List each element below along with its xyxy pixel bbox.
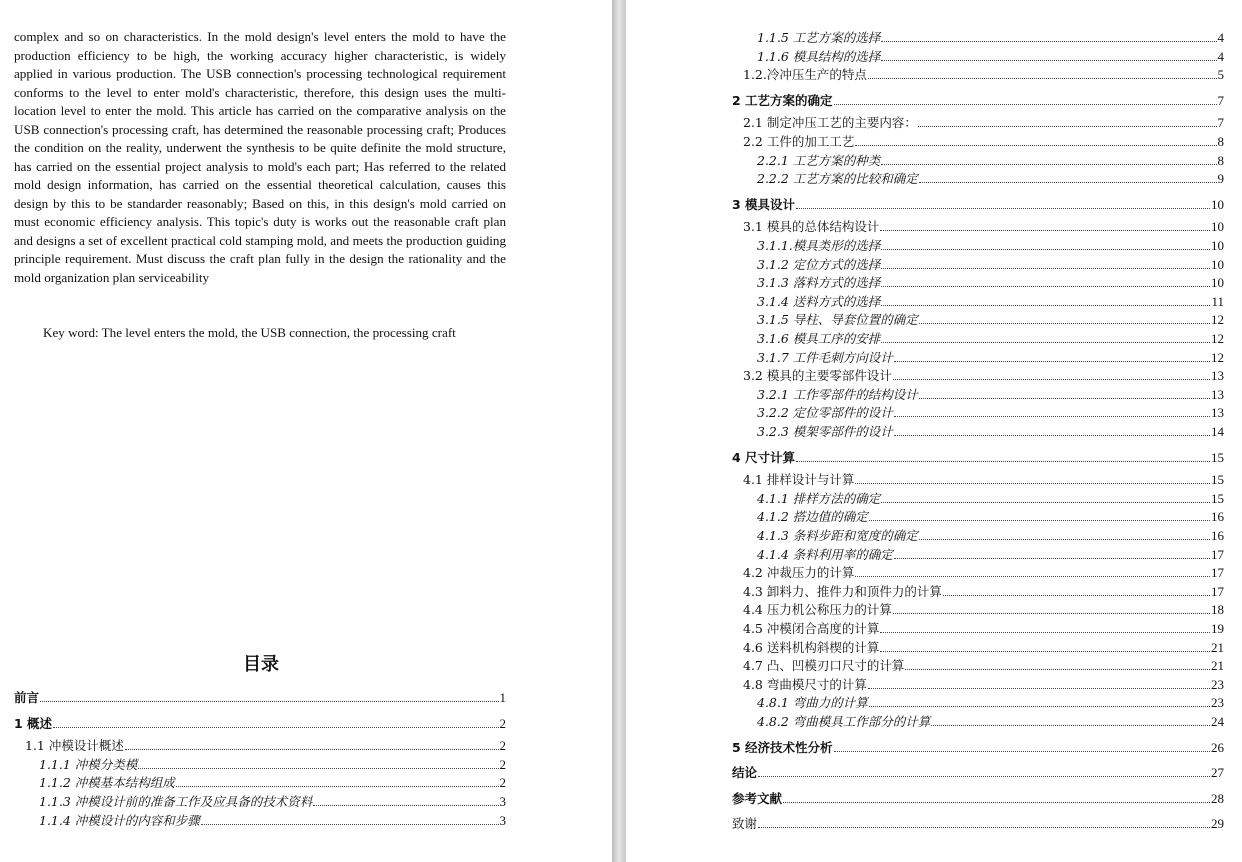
toc-entry-label: 3.1.6 模具工序的安排 (757, 331, 881, 346)
toc-entry-label: 3.1.3 落料方式的选择 (757, 275, 881, 291)
toc-leader-dots (894, 416, 1210, 417)
toc-leader-dots (880, 230, 1210, 231)
toc-leader-dots (919, 539, 1210, 540)
toc-entry[interactable] (732, 763, 1224, 781)
toc-entry[interactable] (14, 792, 506, 810)
toc-entry-page: 8 (1217, 152, 1224, 168)
toc-entry[interactable] (732, 151, 1224, 169)
toc-entry-label: 3.1.2 定位方式的选择 (757, 256, 881, 272)
toc-leader-dots (893, 613, 1210, 614)
toc-entry[interactable] (732, 329, 1224, 347)
toc-entry[interactable] (732, 545, 1224, 563)
toc-title: 目录 (243, 654, 279, 675)
toc-leader-dots (834, 751, 1210, 752)
toc-leader-dots (176, 786, 499, 787)
toc-entry-label: 4.2 冲裁压力的计算 (743, 565, 855, 581)
toc-entry-label: 4 尺寸计算 (732, 449, 796, 465)
toc-entry-page: 1 (499, 690, 506, 705)
toc-leader-dots (783, 802, 1210, 803)
toc-entry[interactable] (732, 656, 1224, 674)
toc-leader-dots (758, 776, 1210, 777)
toc-leader-dots (880, 651, 1210, 652)
toc-entry-page: 27 (1211, 765, 1224, 781)
toc-entry-label: 4.5 冲模闭合高度的计算 (743, 621, 880, 636)
toc-entry-page: 14 (1211, 424, 1224, 439)
toc-leader-dots (868, 78, 1217, 79)
toc-entry-label: 4.8.2 弯曲模具工作部分的计算 (757, 714, 931, 729)
toc-entry[interactable] (14, 755, 506, 773)
toc-entry-label: 4.6 送料机构斜楔的计算 (743, 639, 880, 655)
toc-entry[interactable] (732, 91, 1224, 109)
toc-entry-page: 7 (1217, 115, 1224, 131)
toc-leader-dots (881, 286, 1210, 287)
toc-entry-label: 2.2.1 工艺方案的种类 (757, 152, 881, 168)
toc-entry[interactable] (732, 422, 1224, 440)
toc-entry-page: 23 (1211, 695, 1224, 711)
toc-entry[interactable] (732, 366, 1224, 384)
toc-entry-label: 3.1.4 送料方式的选择 (757, 293, 881, 309)
toc-entry-label: 4.3 卸料力、推件力和顶件力的计算 (743, 583, 942, 599)
document-page-right (626, 0, 1242, 862)
toc-leader-dots (796, 461, 1210, 462)
toc-leader-dots (880, 632, 1210, 633)
toc-entry-page: 4 (1217, 30, 1224, 45)
toc-leader-dots (758, 827, 1210, 828)
toc-entry[interactable] (732, 195, 1224, 213)
toc-entry[interactable] (14, 773, 506, 791)
toc-leader-dots (881, 41, 1216, 42)
abstract-paragraph: complex and so on characteristics. In the mold design's level enters the mold to have the production efficiency to be high, the working accuracy higher characteristic, is widely applied in various production. The USB connection's processing technological requirement conforms to the level to enter mold's characteristic, therefore, this design uses the multi-location level to enter the mold. This article has carried on the comparative analysis on the USB connection's processing craft, has determined the reasonable processing craft; Produces the condition on the reality, underwent the synthesis to be quite definite the mold structure, has carried on the essential project analysis to mold's each part; Has referred to the related mold design information, has carried on the essential theoretical calculation, causes this design by this to be standarder reasonably; Based on this, in this design's mold carried on must economic efficiency analysis. This topic's duty is works out the reasonable craft plan and designs a set of excellent practical cold stamping mold, and meets the production guiding principle requirement. Must discuss the craft plan fully in the design the rationality and the mold organization plan serviceability (14, 29, 506, 285)
toc-entry-page: 28 (1211, 790, 1224, 806)
toc-entry-page: 5 (1217, 67, 1224, 83)
toc-leader-dots (943, 595, 1210, 596)
toc-entry[interactable] (732, 675, 1224, 693)
toc-entry[interactable] (14, 811, 506, 829)
toc-entry[interactable] (732, 582, 1224, 600)
toc-entry[interactable] (732, 526, 1224, 544)
toc-entry[interactable] (732, 563, 1224, 581)
toc-entry-page: 12 (1211, 331, 1224, 346)
toc-leader-dots (881, 342, 1210, 343)
toc-entry[interactable] (732, 738, 1224, 756)
toc-entry-page: 2 (499, 775, 506, 791)
toc-leader-dots (138, 768, 498, 769)
toc-entry-page: 2 (499, 738, 506, 754)
toc-leader-dots (855, 483, 1210, 484)
toc-entry-label: 3.2.1 工作零部件的结构设计 (757, 386, 918, 402)
toc-leader-dots (918, 126, 1217, 127)
toc-entry-label: 4.1.4 条料利用率的确定 (757, 546, 893, 562)
document-page-left (0, 0, 612, 862)
toc-entry-label: 3.1.5 导柱、导套位置的确定 (757, 312, 918, 328)
toc-entry-page: 8 (1217, 134, 1224, 149)
toc-entry-label: 3 模具设计 (732, 196, 796, 212)
toc-entry-page: 10 (1211, 238, 1224, 253)
toc-leader-dots (881, 164, 1216, 165)
toc-entry-page: 26 (1211, 739, 1224, 755)
toc-entry-page: 3 (499, 812, 506, 828)
toc-leader-dots (881, 249, 1210, 250)
toc-leader-dots (881, 268, 1210, 269)
toc-leader-dots (796, 208, 1210, 209)
toc-entry-page: 17 (1211, 546, 1224, 562)
toc-entry-page: 17 (1211, 565, 1224, 581)
toc-entry[interactable] (732, 236, 1224, 254)
toc-entry-label: 3.2.2 定位零部件的设计 (757, 405, 893, 421)
toc-leader-dots (919, 182, 1217, 183)
toc-entry-page: 21 (1211, 658, 1224, 674)
toc-entry-page: 15 (1211, 472, 1224, 488)
toc-leader-dots (894, 558, 1210, 559)
toc-entry[interactable] (732, 132, 1224, 150)
toc-entry-page: 4 (1217, 48, 1224, 64)
toc-leader-dots (855, 145, 1216, 146)
toc-entry[interactable] (732, 470, 1224, 488)
toc-entry-label: 3.2.3 模架零部件的设计 (757, 424, 893, 439)
toc-entry[interactable] (732, 385, 1224, 403)
toc-entry-label: 4.7 凸、凹模刃口尺寸的计算 (743, 658, 905, 674)
toc-entry-page: 24 (1211, 714, 1224, 729)
toc-entry-page: 7 (1217, 92, 1224, 108)
toc-entry[interactable] (732, 712, 1224, 730)
page-divider (612, 0, 626, 862)
toc-entry-label: 1.1.1 冲模分类模 (39, 756, 138, 772)
toc-entry-page: 29 (1211, 816, 1224, 832)
toc-leader-dots (893, 379, 1210, 380)
toc-leader-dots (869, 520, 1210, 521)
toc-entry-page: 16 (1211, 528, 1224, 543)
toc-entry-page: 23 (1211, 676, 1224, 692)
toc-entry-label: 4.1.2 搭边值的确定 (757, 509, 868, 525)
toc-leader-dots (894, 435, 1210, 436)
toc-leader-dots (313, 805, 498, 806)
toc-entry-page: 13 (1211, 405, 1224, 421)
toc-entry-label: 2.1 制定冲压工艺的主要内容： (743, 115, 917, 131)
toc-leader-dots (201, 824, 499, 825)
toc-leader-dots (868, 688, 1210, 689)
toc-entry-label: 1 概述 (14, 715, 53, 731)
toc-entry-label: 1.1.4 冲模设计的内容和步骤 (39, 812, 200, 828)
toc-entry-label: 结论 (732, 765, 758, 781)
toc-entry[interactable] (732, 489, 1224, 507)
toc-entry-label: 2.2 工件的加工工艺 (743, 134, 855, 149)
toc-entry[interactable] (14, 688, 506, 706)
toc-entry-label: 2.2.2 工艺方案的比较和确定 (757, 171, 918, 187)
toc-entry-label: 1.1.2 冲模基本结构组成 (39, 775, 175, 791)
toc-leader-dots (919, 323, 1210, 324)
toc-entry[interactable] (732, 47, 1224, 65)
toc-entry-label: 3.1.7 工件毛刺方向设计 (757, 349, 893, 365)
toc-entry-label: 3.1.1.模具类形的选择 (757, 238, 881, 253)
toc-entry-label: 2 工艺方案的确定 (732, 92, 833, 108)
toc-entry-label: 4.8 弯曲模尺寸的计算 (743, 676, 867, 692)
toc-leader-dots (855, 576, 1210, 577)
toc-entry[interactable] (732, 65, 1224, 83)
toc-entry-label: 前言 (14, 690, 40, 705)
toc-entry-page: 10 (1211, 256, 1224, 272)
toc-entry-label: 4.8.1 弯曲力的计算 (757, 695, 868, 711)
toc-entry[interactable] (732, 448, 1224, 466)
toc-entry-page: 17 (1211, 583, 1224, 599)
toc-entry-page: 10 (1211, 275, 1224, 291)
toc-entry-page: 2 (499, 756, 506, 772)
toc-entry-label: 5 经济技术性分析 (732, 739, 833, 755)
toc-entry-label: 1.1.3 冲模设计前的准备工作及应具备的技术资料 (39, 794, 313, 809)
toc-entry-page: 19 (1211, 621, 1224, 636)
toc-leader-dots (881, 502, 1210, 503)
toc-entry[interactable] (732, 28, 1224, 46)
toc-entry-page: 10 (1211, 219, 1224, 235)
toc-entry-page: 21 (1211, 639, 1224, 655)
toc-entry-label: 1.1 冲模设计概述 (25, 738, 124, 754)
toc-entry-label: 4.1.1 排样方法的确定 (757, 490, 881, 506)
toc-entry-page: 15 (1211, 490, 1224, 506)
toc-entry-label: 3.2 模具的主要零部件设计 (743, 368, 892, 384)
toc-entry-label: 4.1 排样设计与计算 (743, 472, 855, 488)
toc-entry-page: 2 (499, 715, 506, 731)
toc-leader-dots (53, 727, 498, 728)
toc-entry[interactable] (732, 169, 1224, 187)
toc-entry-page: 3 (499, 794, 506, 809)
toc-entry-label: 1.1.6 模具结构的选择 (757, 48, 881, 64)
toc-leader-dots (894, 361, 1210, 362)
toc-entry[interactable] (732, 348, 1224, 366)
toc-entry-page: 9 (1217, 171, 1224, 187)
toc-leader-dots (125, 749, 499, 750)
toc-entry-page: 15 (1211, 449, 1224, 465)
toc-entry[interactable] (732, 789, 1224, 807)
toc-leader-dots (905, 669, 1210, 670)
toc-entry[interactable] (732, 292, 1224, 310)
toc-entry-label: 3.1 模具的总体结构设计 (743, 219, 880, 235)
toc-entry[interactable] (732, 310, 1224, 328)
toc-entry-label: 致谢 (732, 816, 758, 832)
toc-entry[interactable] (14, 736, 506, 754)
toc-leader-dots (869, 706, 1210, 707)
toc-leader-dots (881, 60, 1216, 61)
toc-entry[interactable] (732, 638, 1224, 656)
toc-entry-page: 13 (1211, 386, 1224, 402)
toc-entry[interactable] (732, 619, 1224, 637)
toc-entry-page: 11 (1211, 293, 1224, 309)
toc-leader-dots (919, 398, 1210, 399)
toc-entry[interactable] (732, 403, 1224, 421)
toc-entry-page: 10 (1211, 196, 1224, 212)
toc-entry[interactable] (732, 600, 1224, 618)
toc-entry[interactable] (732, 217, 1224, 235)
toc-entry-page: 12 (1211, 349, 1224, 365)
toc-entry-label: 1.1.5 工艺方案的选择 (757, 30, 881, 45)
toc-entry-label: 4.4 压力机公称压力的计算 (743, 602, 892, 618)
toc-entry-label: 参考文献 (732, 790, 783, 806)
toc-entry-page: 12 (1211, 312, 1224, 328)
toc-entry-label: 1.2.冷冲压生产的特点 (743, 67, 867, 83)
toc-entry-page: 18 (1211, 602, 1224, 618)
toc-entry[interactable] (732, 507, 1224, 525)
toc-leader-dots (931, 725, 1210, 726)
toc-leader-dots (881, 305, 1210, 306)
toc-entry[interactable] (732, 255, 1224, 273)
toc-entry[interactable] (732, 273, 1224, 291)
toc-leader-dots (834, 104, 1217, 105)
keywords-line: Key word: The level enters the mold, the USB connection, the processing craft (43, 325, 456, 340)
toc-entry-page: 13 (1211, 368, 1224, 384)
toc-entry[interactable] (14, 714, 506, 732)
toc-entry-page: 16 (1211, 509, 1224, 525)
toc-entry[interactable] (732, 113, 1224, 131)
toc-entry[interactable] (732, 814, 1224, 832)
toc-leader-dots (40, 701, 498, 702)
toc-entry[interactable] (732, 693, 1224, 711)
toc-entry-label: 4.1.3 条料步距和宽度的确定 (757, 528, 918, 543)
